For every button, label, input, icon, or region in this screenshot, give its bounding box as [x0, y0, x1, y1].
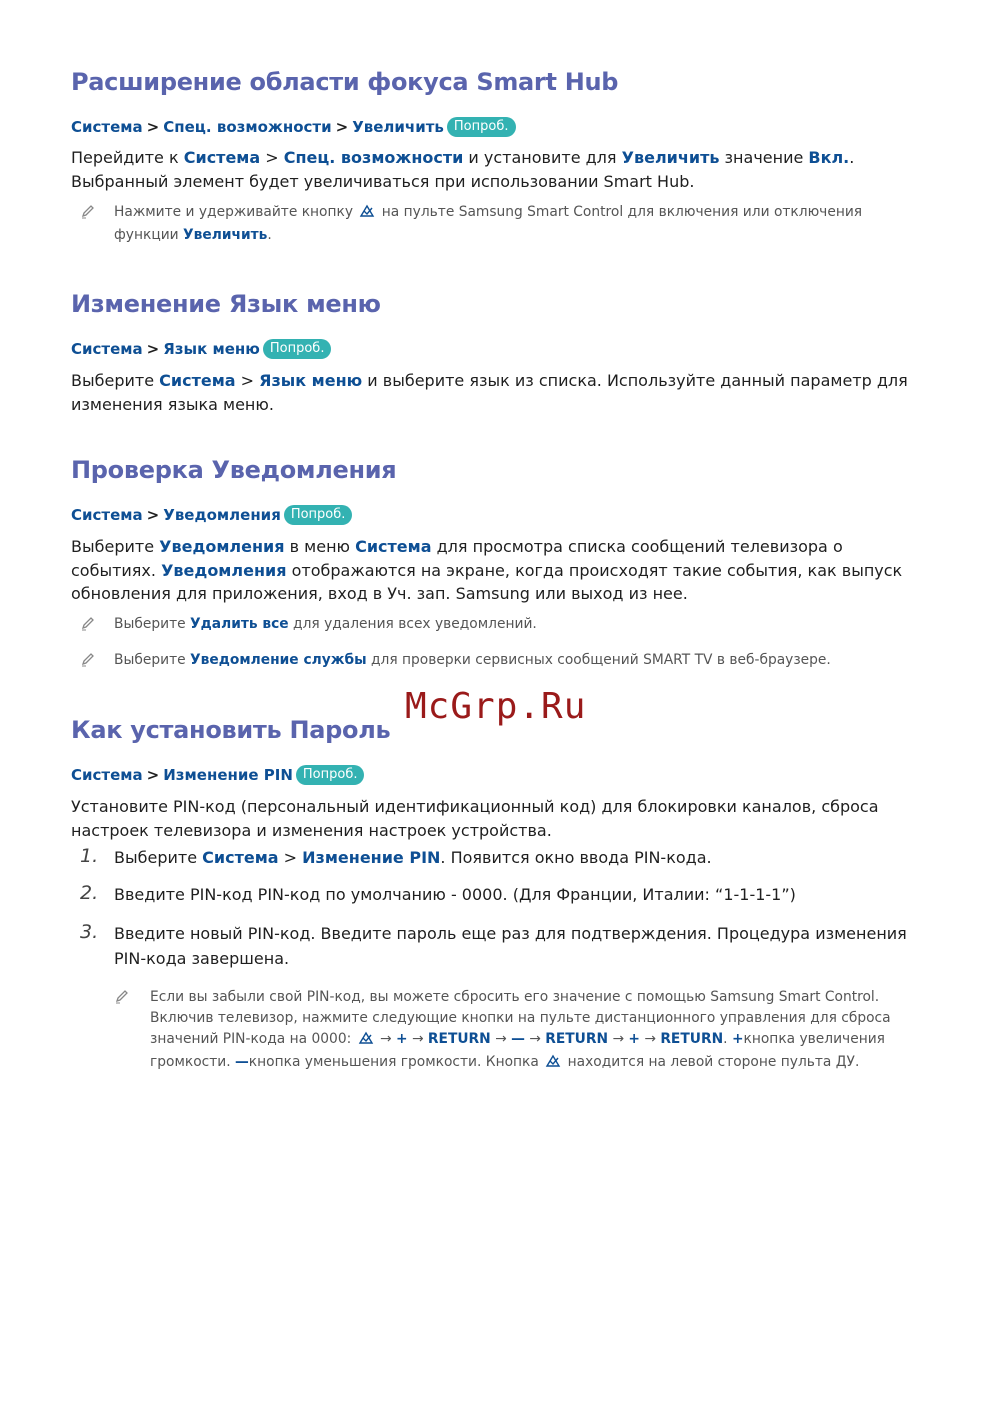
path-item[interactable]: Язык меню: [163, 340, 260, 358]
accessibility-button-icon: [359, 204, 375, 225]
pencil-icon: [114, 988, 130, 1004]
note-text: Нажмите и удерживайте кнопку на пульте Samsung Smart Control для включения или отключения функции Увеличить.: [114, 204, 863, 243]
path-separator: >: [146, 340, 160, 358]
path-item[interactable]: Спец. возможности: [163, 118, 332, 136]
path-separator: >: [335, 118, 349, 136]
step-text: Выберите Система > Изменение PIN. Появится окно ввода PIN-кода.: [114, 848, 712, 867]
menu-path: [71, 505, 352, 525]
section-title: Расширение области фокуса Smart Hub: [71, 68, 619, 96]
path-item[interactable]: Уведомления: [163, 506, 281, 524]
step-text: Введите PIN-код PIN-код по умолчанию - 0000. (Для Франции, Италии: “1-1-1-1”): [114, 885, 796, 904]
watermark: McGrp.Ru: [405, 686, 587, 727]
try-now-badge[interactable]: Попроб.: [263, 339, 332, 359]
try-now-badge[interactable]: Попроб.: [284, 505, 353, 525]
section-title: Проверка Уведомления: [71, 456, 397, 484]
path-item[interactable]: Изменение PIN: [163, 766, 293, 784]
volume-down-icon: —: [235, 1054, 249, 1070]
volume-up-icon: +: [628, 1031, 640, 1047]
section-title: Изменение Язык меню: [71, 290, 381, 318]
volume-up-icon: +: [731, 1031, 744, 1047]
note-text: Если вы забыли свой PIN-код, вы можете сбросить его значение с помощью Samsung Smart Control. Включив телевизор, нажмите следующие кнопки на пульте дистанционного управления для сброса значений PIN-кода на 0000: → + → RETURN → — → RETURN → + → RETURN. +кнопка увеличения громкости. —кнопка уменьшения громкости. Кнопка находится на левой стороне пульта ДУ.: [150, 987, 940, 1075]
menu-path: [71, 117, 516, 137]
volume-up-icon: +: [395, 1031, 408, 1047]
try-now-badge[interactable]: Попроб.: [296, 765, 365, 785]
section-body: Выберите Уведомления в меню Система для просмотра списка сообщений телевизора о событиях. Уведомления отображаются на экране, когда происходят такие события, как выпуск обновления для приложения, вход в Уч. зап. Samsung или выход из нее.: [71, 537, 903, 603]
path-item[interactable]: Система: [71, 766, 143, 784]
path-separator: >: [146, 766, 160, 784]
section-body: Выберите Система > Язык меню и выберите язык из списка. Используйте данный параметр для изменения языка меню.: [71, 371, 908, 414]
path-separator: >: [146, 506, 160, 524]
try-now-badge[interactable]: Попроб.: [447, 117, 516, 137]
pencil-icon: [80, 615, 96, 631]
step-number: 1.: [80, 845, 99, 867]
section-body: Установите PIN-код (персональный идентификационный код) для блокировки каналов, сброса настроек телевизора и изменения настроек устройства.: [71, 797, 879, 840]
accessibility-button-icon: [358, 1031, 374, 1052]
menu-path: [71, 765, 364, 785]
path-item[interactable]: Система: [71, 340, 143, 358]
pencil-icon: [80, 651, 96, 667]
path-item[interactable]: Система: [71, 506, 143, 524]
path-separator: >: [146, 118, 160, 136]
note-text: Выберите Удалить все для удаления всех уведомлений.: [114, 616, 537, 632]
step-text: Введите новый PIN-код. Введите пароль еще раз для подтверждения. Процедура изменения PIN-кода завершена.: [114, 924, 907, 968]
section-body: Перейдите к Система > Спец. возможности и установите для Увеличить значение Вкл.. Выбранный элемент будет увеличиваться при использовании Smart Hub.: [71, 148, 855, 191]
path-item[interactable]: Увеличить: [352, 118, 444, 136]
menu-path: [71, 339, 331, 359]
section-title: Как установить Пароль: [71, 716, 391, 744]
note-text: Выберите Уведомление службы для проверки сервисных сообщений SMART TV в веб-браузере.: [114, 652, 831, 668]
pencil-icon: [80, 203, 96, 219]
step-number: 3.: [80, 921, 99, 943]
step-number: 2.: [80, 882, 99, 904]
volume-down-icon: —: [511, 1031, 525, 1047]
accessibility-button-icon: [545, 1054, 561, 1075]
path-item[interactable]: Система: [71, 118, 143, 136]
